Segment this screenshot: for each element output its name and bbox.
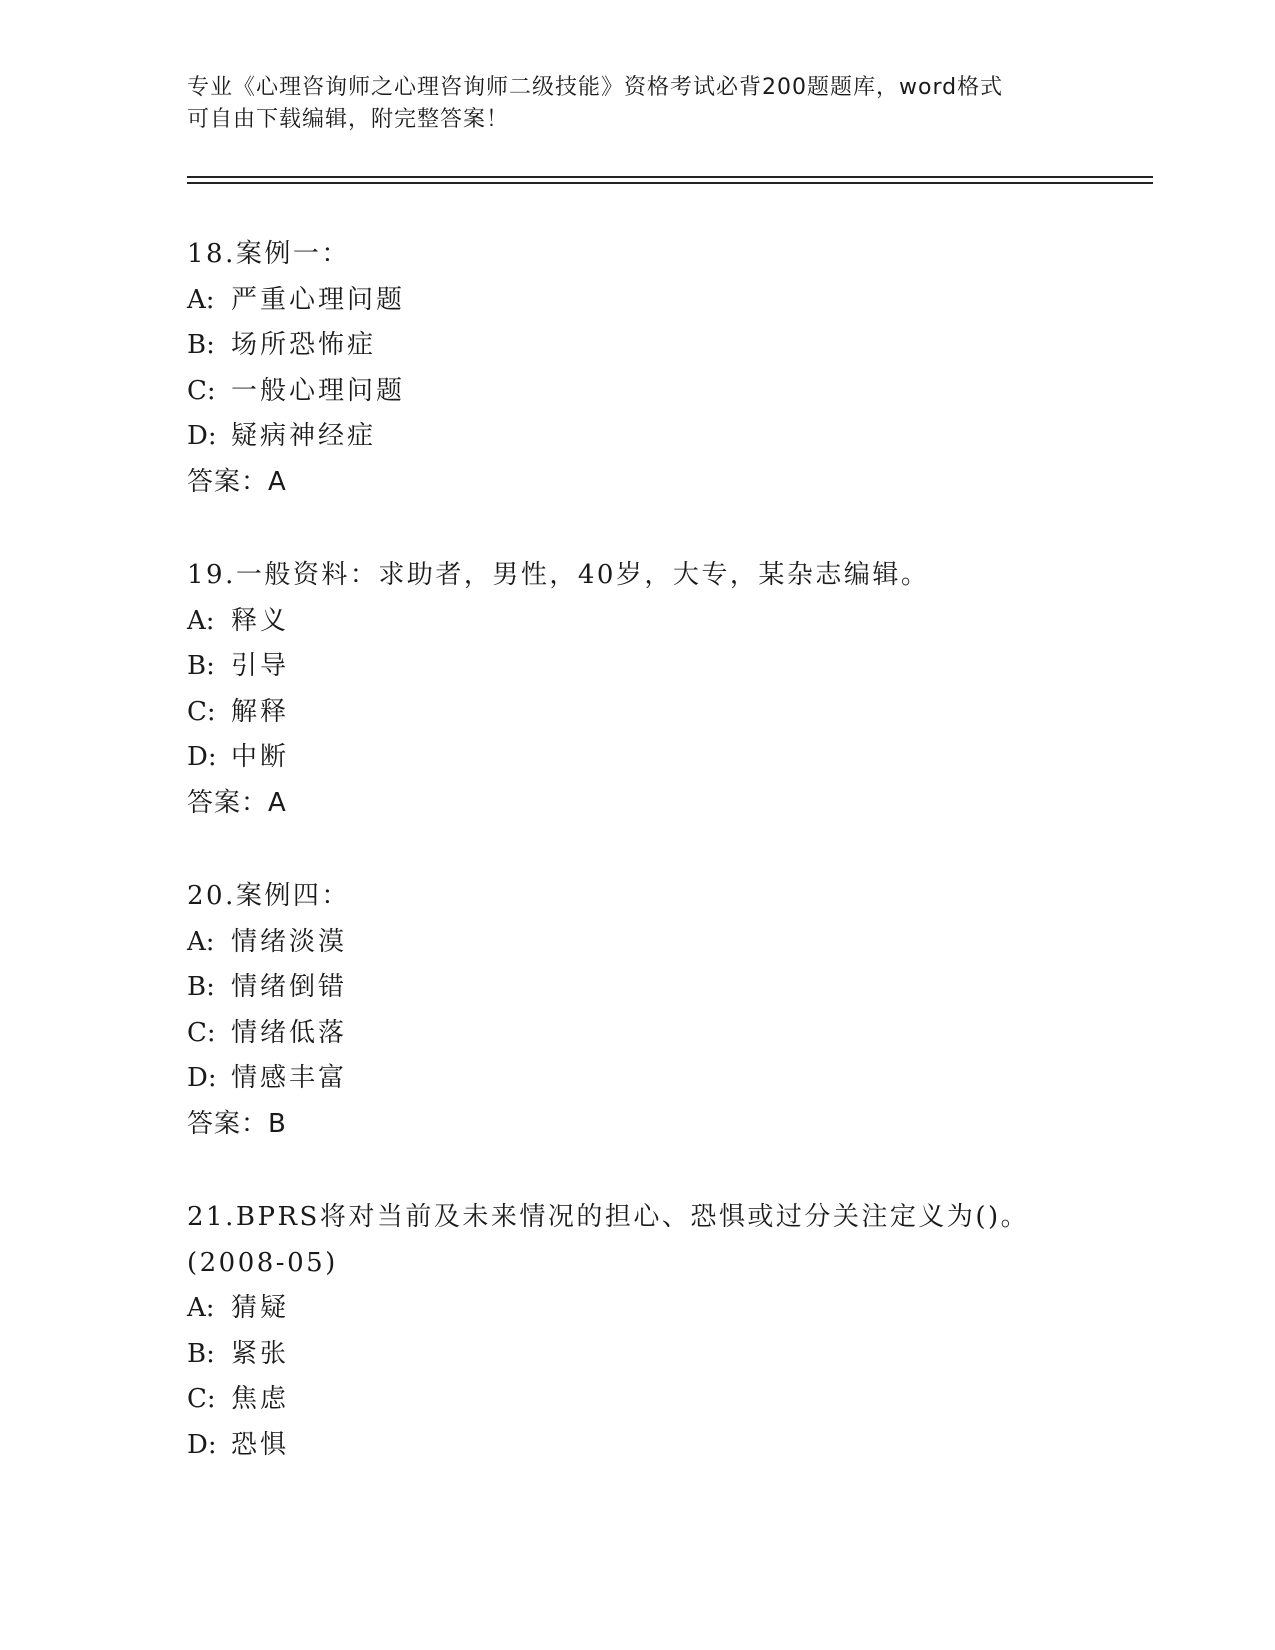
option-b	[187, 323, 1153, 369]
question-text: 19.一般资料：求助者，男性，40岁，大专，某杂志编辑。	[187, 560, 930, 590]
option-a	[187, 599, 1153, 645]
option-letter: C:	[187, 1384, 216, 1414]
option-text: 猜疑	[231, 1293, 290, 1323]
header-title-line-2: 可自由下载编辑，附完整答案！	[187, 107, 510, 132]
option-c	[187, 690, 1153, 736]
option-text: 释义	[231, 605, 290, 636]
question-18	[187, 232, 1153, 505]
option-letter: B:	[187, 972, 215, 1002]
option-letter: D:	[187, 1063, 217, 1093]
header-divider-top	[187, 176, 1153, 178]
option-letter: D:	[187, 1429, 217, 1460]
option-letter: A:	[187, 1293, 215, 1323]
option-b	[187, 1332, 1153, 1378]
option-text: 紧张	[231, 1338, 290, 1369]
option-c	[187, 369, 1153, 415]
option-text: 恐惧	[231, 1429, 290, 1460]
question-text-continued: (2008-05)	[187, 1247, 338, 1278]
header-divider-bottom	[187, 182, 1153, 184]
option-letter: B:	[187, 1338, 215, 1369]
option-text: 情绪倒错	[231, 972, 348, 1002]
option-d	[187, 1423, 1153, 1469]
option-c	[187, 1377, 1153, 1423]
option-letter: A:	[187, 605, 215, 636]
answer: 答案：B	[187, 1108, 287, 1139]
question-19	[187, 553, 1153, 826]
option-text: 解释	[231, 696, 290, 727]
option-text: 情感丰富	[231, 1063, 348, 1093]
option-letter: A:	[187, 926, 215, 957]
option-d	[187, 1056, 1153, 1102]
option-a	[187, 278, 1153, 324]
question-20	[187, 874, 1153, 1147]
option-letter: B:	[187, 330, 215, 360]
option-text: 场所恐怖症	[231, 330, 377, 360]
option-letter: D:	[187, 421, 217, 451]
option-letter: C:	[187, 1017, 216, 1048]
option-letter: A:	[187, 284, 215, 315]
option-letter: B:	[187, 651, 215, 681]
question-text: 18.案例一：	[187, 239, 350, 269]
option-text: 情绪低落	[231, 1017, 348, 1048]
option-c	[187, 1011, 1153, 1057]
document-header	[187, 72, 1087, 136]
option-letter: D:	[187, 742, 217, 772]
question-text: 21.BPRS将对当前及未来情况的担心、恐惧或过分关注定义为()。	[187, 1202, 1030, 1232]
header-title-line-1: 专业《心理咨询师之心理咨询师二级技能》资格考试必背200题题库，word格式	[187, 75, 1004, 100]
option-letter: C:	[187, 696, 216, 727]
question-list	[187, 232, 1153, 1516]
option-b	[187, 644, 1153, 690]
option-text: 引导	[231, 651, 290, 681]
option-text: 严重心理问题	[231, 284, 406, 315]
option-letter: C:	[187, 375, 216, 406]
option-text: 焦虑	[231, 1384, 290, 1414]
answer: 答案：A	[187, 466, 287, 497]
option-text: 情绪淡漠	[231, 926, 348, 957]
question-text: 20.案例四：	[187, 881, 350, 911]
option-a	[187, 920, 1153, 966]
option-d	[187, 735, 1153, 781]
answer: 答案：A	[187, 787, 287, 818]
option-d	[187, 414, 1153, 460]
question-21	[187, 1195, 1153, 1468]
option-text: 中断	[231, 742, 290, 772]
option-text: 疑病神经症	[231, 421, 377, 451]
option-b	[187, 965, 1153, 1011]
option-a	[187, 1286, 1153, 1332]
option-text: 一般心理问题	[231, 375, 406, 406]
